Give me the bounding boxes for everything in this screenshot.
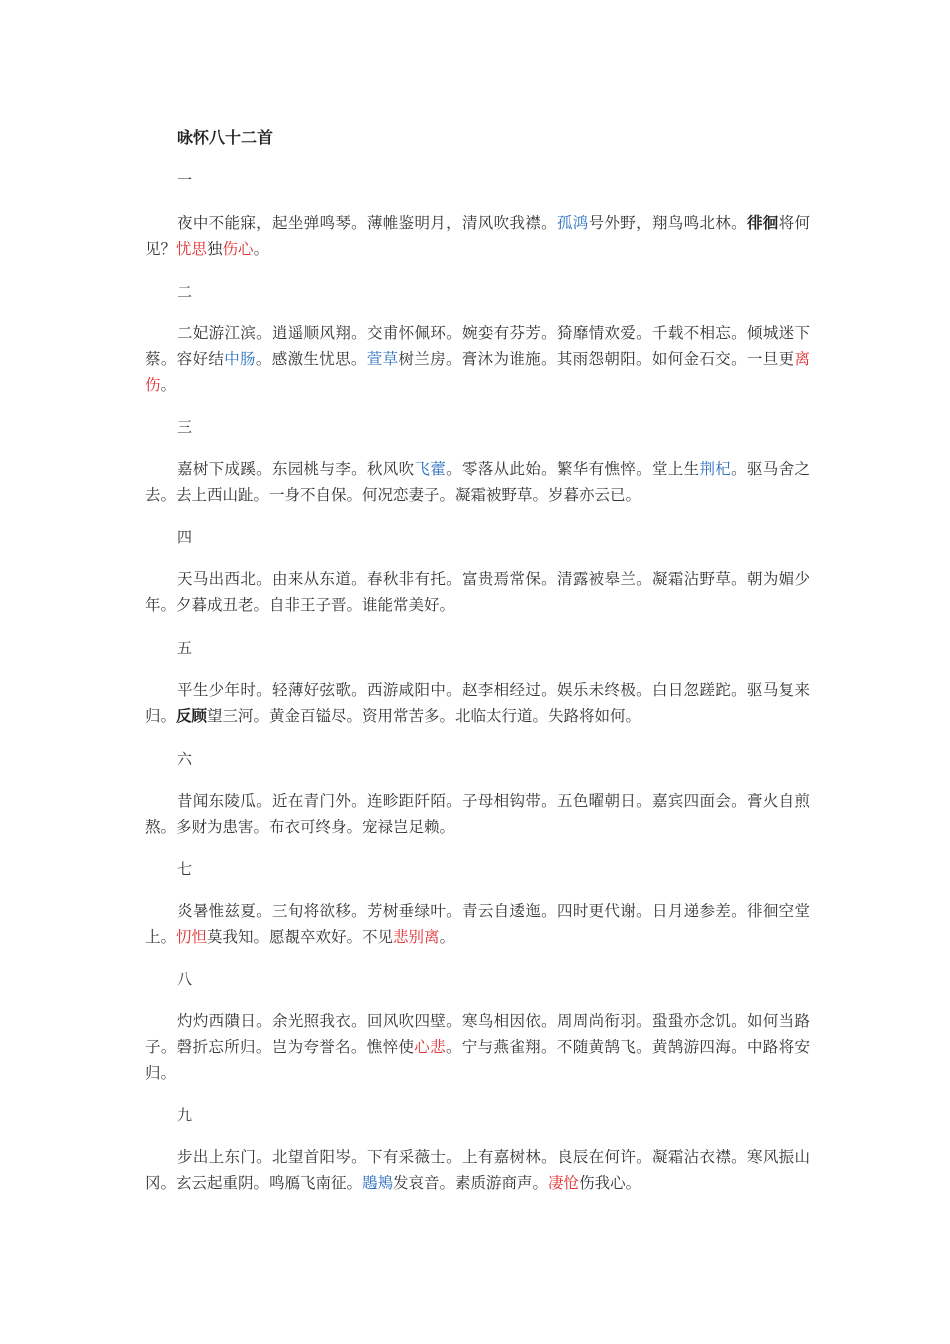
poem-number: 二 — [177, 283, 193, 301]
poem-number: 八 — [177, 970, 193, 988]
poem-segment: 步出上东门。北望首阳岑。下有采薇士。上有嘉树林。良辰在何许。凝霜沾衣襟。寒风振山冈。玄云起重阴。鸣鴈飞南征。 — [145, 1148, 810, 1192]
poem-text — [145, 788, 810, 840]
emotion-term: 离伤 — [145, 350, 810, 394]
poem-segment: 号外野，翔鸟鸣北林。 — [588, 214, 747, 232]
emotion-term: 凄怆 — [548, 1174, 580, 1192]
poem-text — [145, 320, 810, 398]
highlighted-term: 鶗鴂 — [362, 1174, 394, 1192]
emotion-term: 伤心 — [222, 240, 254, 258]
page-title: 咏怀八十二首 — [177, 128, 274, 147]
poem-number: 三 — [177, 418, 193, 436]
emotion-term: 心悲 — [414, 1038, 446, 1056]
poem-segment: 树兰房。膏沐为谁施。其雨怨朝阳。如何金石交。一旦更 — [398, 350, 795, 368]
poem-segment: 夜中不能寐，起坐弹鸣琴。薄帷鉴明月，清风吹我襟。 — [177, 214, 557, 232]
highlighted-term: 萱草 — [366, 350, 399, 368]
poem-text — [145, 1144, 810, 1196]
poem-text — [145, 210, 810, 262]
poem-segment: 昔闻东陵瓜。近在青门外。连畛距阡陌。子母相钩带。五色曜朝日。嘉宾四面会。膏火自煎熬。多财为患害。布衣可终身。宠禄岂足赖。 — [145, 792, 810, 836]
poem-text — [145, 898, 810, 950]
poem-segment: 望三河。黄金百镒尽。资用常苦多。北临太行道。失路将如何。 — [207, 707, 642, 725]
poem-text — [145, 566, 810, 618]
highlighted-term: 孤鸿 — [556, 214, 589, 232]
poem-segment: 独 — [207, 240, 223, 258]
poem-segment: 发哀音。素质游商声。 — [393, 1174, 549, 1192]
poem-number: 四 — [177, 528, 193, 546]
poem-text — [145, 456, 810, 508]
poem-segment: 。宁与燕雀翔。不随黄鹄飞。黄鹄游四海。中路将安归。 — [145, 1038, 810, 1082]
poem-text — [145, 1008, 810, 1086]
emotion-term: 忧思 — [176, 240, 208, 258]
poem-segment: 将何见？ — [145, 214, 810, 258]
poem-segment: 。 — [439, 928, 456, 946]
emotion-term: 忉怛 — [176, 928, 208, 946]
highlighted-term: 中肠 — [224, 350, 256, 368]
emotion-term: 悲别离 — [393, 928, 440, 946]
poem-segment: 。感激生忧思。 — [255, 350, 367, 368]
poem-segment: 。零落从此始。繁华有憔悴。堂上生 — [446, 460, 700, 478]
poem-number: 九 — [177, 1106, 193, 1124]
poem-segment: 。 — [160, 376, 177, 394]
highlighted-term: 飞藿 — [414, 460, 447, 478]
poem-segment: 平生少年时。轻薄好弦歌。西游咸阳中。赵李相经过。娱乐未终极。白日忽蹉跎。驱马复来归。 — [145, 681, 810, 725]
poem-segment: 伤我心。 — [579, 1174, 642, 1192]
bold-term: 徘徊 — [746, 213, 779, 232]
poem-segment: 嘉树下成蹊。东园桃与李。秋风吹 — [177, 460, 415, 478]
poem-segment: 莫我知。愿覩卒欢好。不见 — [207, 928, 394, 946]
bold-term: 反顾 — [176, 706, 208, 725]
poem-segment: 。 — [253, 240, 270, 258]
poem-segment: 灼灼西隤日。余光照我衣。回风吹四壁。寒鸟相因依。周周尚衔羽。蛩蛩亦念饥。如何当路子。磬折忘所归。岂为夸誉名。憔悴使 — [145, 1012, 810, 1056]
poem-number: 一 — [177, 171, 193, 189]
poem-text — [145, 677, 810, 729]
poem-number: 六 — [177, 750, 193, 768]
highlighted-term: 荆杞 — [699, 460, 732, 478]
poem-segment: 天马出西北。由来从东道。春秋非有托。富贵焉常保。清露被皋兰。凝霜沾野草。朝为媚少年。夕暮成丑老。自非王子晋。谁能常美好。 — [145, 570, 810, 614]
poem-number: 五 — [177, 639, 193, 657]
poem-segment: 。驱马舍之去。去上西山趾。一身不自保。何况恋妻子。凝霜被野草。岁暮亦云已。 — [145, 460, 810, 504]
poem-number: 七 — [177, 860, 193, 878]
poem-segment: 炎暑惟兹夏。三旬将欲移。芳树垂绿叶。青云自逶迤。四时更代谢。日月递参差。徘徊空堂上。 — [145, 902, 810, 946]
poem-segment: 二妃游江滨。逍遥顺风翔。交甫怀佩环。婉娈有芬芳。猗靡情欢爱。千载不相忘。倾城迷下蔡。容好结 — [145, 324, 810, 368]
